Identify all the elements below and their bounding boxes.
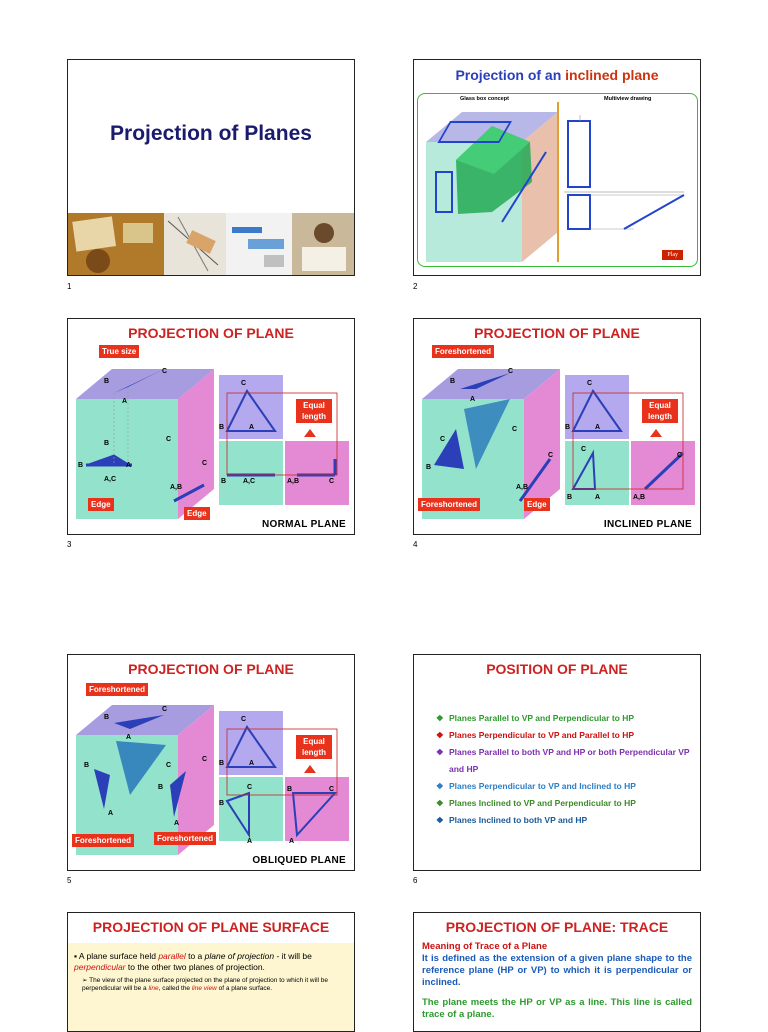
- page-number-5: 5: [67, 876, 72, 885]
- text-part: plane of projection: [204, 951, 275, 961]
- drafting-photo-strip: [68, 213, 354, 275]
- label-foreshortened-1: Foreshortened: [86, 683, 148, 696]
- svg-text:A: A: [174, 820, 180, 827]
- position-item-text: Planes Parallel to both VP and HP or both Perpendicular VP and HP: [449, 747, 690, 774]
- svg-text:C: C: [329, 786, 335, 793]
- svg-text:A: A: [595, 494, 601, 501]
- svg-text:B: B: [104, 440, 110, 447]
- slide-3-caption: NORMAL PLANE: [262, 519, 346, 530]
- position-item: [436, 812, 690, 829]
- svg-text:A,C: A,C: [243, 478, 256, 485]
- svg-text:C: C: [512, 426, 518, 433]
- diamond-bullet-icon: ❖: [436, 713, 444, 723]
- label-foreshortened-2: Foreshortened: [418, 498, 480, 511]
- svg-text:A: A: [289, 838, 295, 845]
- slide-6-title: POSITION OF PLANE: [486, 661, 628, 677]
- page-number-2: 2: [413, 282, 418, 291]
- svg-text:C: C: [166, 436, 172, 443]
- trace-para-1: It is defined as the extension of a given plane shape to the reference plane (HP or VP) to which it is perpendicular or inclined.: [422, 953, 692, 988]
- slide-8[interactable]: [413, 912, 701, 1032]
- position-item: [436, 744, 690, 778]
- slide-5-cube: [74, 685, 224, 855]
- slide-7-bullet: [74, 951, 348, 973]
- equal-length-arrow: [304, 429, 316, 437]
- svg-text:B: B: [78, 462, 84, 469]
- svg-text:B: B: [450, 378, 456, 385]
- svg-text:A: A: [247, 838, 253, 845]
- page-number-1: 1: [67, 282, 72, 291]
- svg-text:B: B: [158, 784, 164, 791]
- text-part: to the other two planes of projection.: [125, 962, 265, 972]
- slide-3-views: [219, 373, 354, 513]
- svg-text:A: A: [470, 396, 476, 403]
- slide-2-title: [414, 67, 700, 83]
- text-part: parallel: [158, 951, 186, 961]
- text-part: line: [148, 985, 159, 992]
- label-true-size: True size: [99, 345, 139, 358]
- glass-box-label: Glass box concept: [460, 96, 509, 102]
- text-part: The view of the plane surface projected on the plane of projection to which it will be perpendicular will be a: [82, 977, 328, 992]
- svg-text:B: B: [565, 424, 571, 431]
- slide-4-caption: INCLINED PLANE: [603, 519, 692, 530]
- page-number-4: 4: [413, 540, 418, 549]
- label-edge-2: Edge: [184, 507, 210, 520]
- page-number-6: 6: [413, 876, 418, 885]
- text-part: , called the: [158, 985, 192, 992]
- slide-2[interactable]: [413, 59, 701, 276]
- slide-4[interactable]: [413, 318, 701, 535]
- label-foreshortened-3: Foreshortened: [154, 832, 216, 845]
- slide-5[interactable]: [67, 654, 355, 871]
- label-foreshortened-1: Foreshortened: [432, 345, 494, 358]
- diamond-bullet-icon: ❖: [436, 815, 444, 825]
- label-edge: Edge: [524, 498, 550, 511]
- multiview-drawing: [564, 115, 694, 255]
- svg-text:B: B: [221, 478, 227, 485]
- slide-5-caption: OBLIQUED PLANE: [252, 855, 346, 866]
- glass-box-illustration: [422, 102, 562, 262]
- label-edge-1: Edge: [88, 498, 114, 511]
- position-item: [436, 778, 690, 795]
- svg-text:C: C: [677, 452, 683, 459]
- slide-4-views: [565, 373, 700, 513]
- label-foreshortened-2: Foreshortened: [72, 834, 134, 847]
- svg-text:A: A: [595, 424, 601, 431]
- position-item: [436, 795, 690, 812]
- slide-1[interactable]: [67, 59, 355, 276]
- position-item-text: Planes Parallel to VP and Perpendicular to HP: [449, 713, 635, 723]
- slide-3-title: PROJECTION OF PLANE: [128, 325, 294, 341]
- equal-length-arrow: [304, 765, 316, 773]
- slide-1-title: Projection of Planes: [110, 122, 312, 145]
- svg-text:A: A: [249, 424, 255, 431]
- svg-text:C: C: [587, 380, 593, 387]
- svg-text:A,B: A,B: [516, 484, 529, 491]
- label-equal-length: Equal length: [296, 735, 332, 759]
- svg-text:C: C: [202, 756, 208, 763]
- svg-text:C: C: [581, 446, 587, 453]
- text-part: perpendicular: [74, 962, 126, 972]
- svg-text:B: B: [287, 786, 293, 793]
- bullet-icon: ▪: [74, 951, 78, 961]
- text-part: A plane surface held: [78, 951, 159, 961]
- slide-5-title: PROJECTION OF PLANE: [128, 661, 294, 677]
- diamond-bullet-icon: ❖: [436, 798, 444, 808]
- position-item-text: Planes Inclined to both VP and HP: [449, 815, 588, 825]
- slide-7-title: PROJECTION OF PLANE SURFACE: [92, 919, 330, 935]
- play-button[interactable]: Play: [662, 250, 683, 260]
- svg-text:B: B: [104, 714, 110, 721]
- trace-heading: Meaning of Trace of a Plane: [422, 941, 548, 952]
- slide-8-title: PROJECTION OF PLANE: TRACE: [445, 919, 669, 935]
- svg-text:C: C: [241, 716, 247, 723]
- label-equal-length: Equal length: [296, 399, 332, 423]
- svg-text:B: B: [219, 424, 225, 431]
- svg-text:B: B: [104, 378, 110, 385]
- position-item-text: Planes Perpendicular to VP and Inclined to HP: [449, 781, 636, 791]
- svg-text:B: B: [219, 800, 225, 807]
- slide-2-title-a: Projection of an: [455, 67, 566, 83]
- slide-7[interactable]: [67, 912, 355, 1032]
- position-item-text: Planes Inclined to VP and Perpendicular to HP: [449, 798, 636, 808]
- svg-text:A: A: [108, 810, 114, 817]
- slide-6[interactable]: [413, 654, 701, 871]
- text-part: of a plane surface.: [216, 985, 273, 992]
- slide-7-body: [68, 943, 354, 1031]
- arrow-bullet-icon: ➢: [82, 977, 88, 984]
- diamond-bullet-icon: ❖: [436, 781, 444, 791]
- text-part: - it will be: [274, 951, 312, 961]
- equal-length-arrow: [650, 429, 662, 437]
- svg-text:A,B: A,B: [170, 484, 183, 491]
- svg-text:C: C: [440, 436, 446, 443]
- svg-text:C: C: [166, 762, 172, 769]
- position-item-text: Planes Perpendicular to VP and Parallel to HP: [449, 730, 635, 740]
- slide-4-title: PROJECTION OF PLANE: [474, 325, 640, 341]
- svg-text:C: C: [241, 380, 247, 387]
- slide-4-cube: [420, 349, 573, 519]
- svg-text:A: A: [249, 760, 255, 767]
- svg-text:C: C: [548, 452, 554, 459]
- plane-position-list: [436, 710, 690, 829]
- text-part: to a: [185, 951, 205, 961]
- svg-text:C: C: [202, 460, 208, 467]
- svg-text:C: C: [162, 368, 168, 375]
- text-part: line view: [191, 985, 217, 992]
- slide-5-views: [219, 709, 354, 849]
- slide-7-sub: [82, 977, 348, 993]
- svg-text:C: C: [508, 368, 514, 375]
- position-item: [436, 727, 690, 744]
- slide-3[interactable]: [67, 318, 355, 535]
- svg-text:A: A: [122, 398, 128, 405]
- svg-text:B: B: [84, 762, 90, 769]
- diamond-bullet-icon: ❖: [436, 747, 444, 757]
- svg-text:A,B: A,B: [287, 478, 300, 485]
- svg-text:A: A: [126, 462, 132, 469]
- svg-text:B: B: [567, 494, 573, 501]
- slide-3-cube: [74, 349, 227, 519]
- svg-text:B: B: [426, 464, 432, 471]
- svg-text:A,C: A,C: [104, 476, 117, 483]
- multiview-label: Multiview drawing: [604, 96, 652, 102]
- diamond-bullet-icon: ❖: [436, 730, 444, 740]
- trace-para-2: The plane meets the HP or VP as a line. This line is called trace of a plane.: [422, 997, 692, 1020]
- svg-text:A: A: [126, 734, 132, 741]
- svg-text:C: C: [162, 706, 168, 713]
- page-number-3: 3: [67, 540, 72, 549]
- svg-text:C: C: [329, 478, 335, 485]
- svg-text:C: C: [247, 784, 253, 791]
- svg-text:B: B: [219, 760, 225, 767]
- label-equal-length: Equal length: [642, 399, 678, 423]
- position-item: [436, 710, 690, 727]
- slide-2-title-b: inclined plane: [565, 67, 659, 83]
- svg-text:A,B: A,B: [633, 494, 646, 501]
- divider-line: [557, 102, 559, 262]
